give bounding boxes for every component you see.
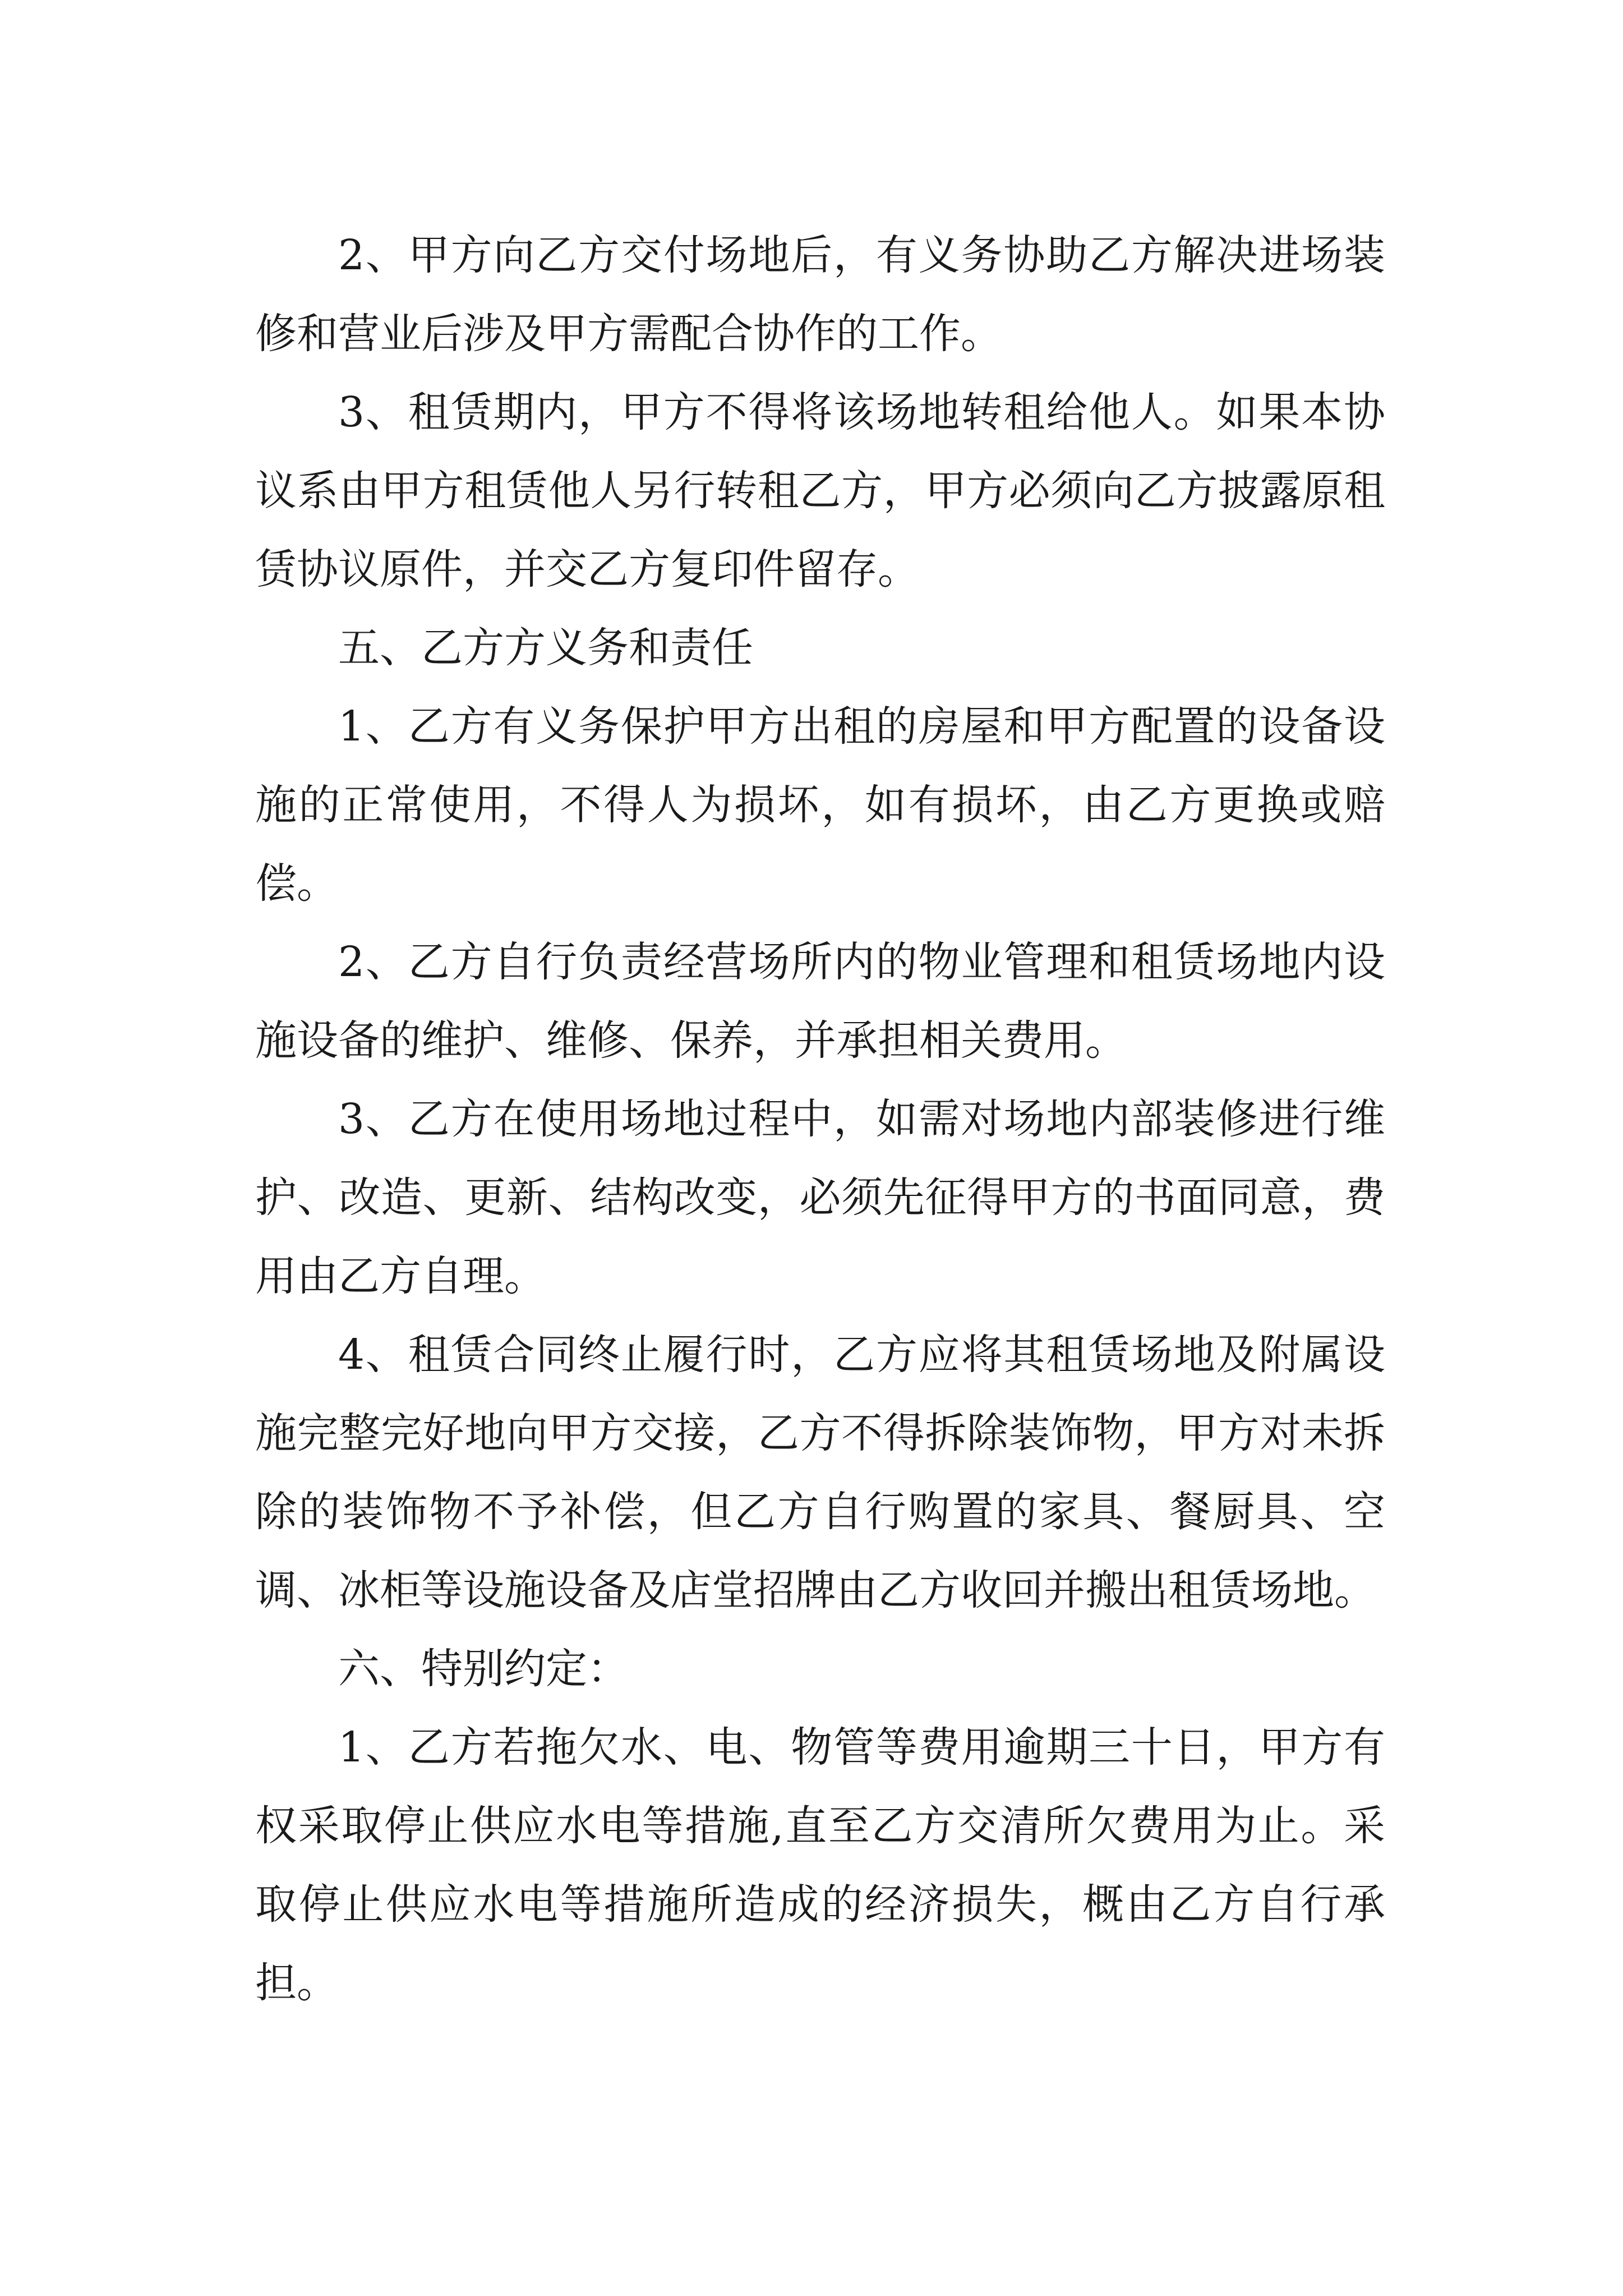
section-heading-5: 五、乙方方义务和责任: [338, 624, 753, 672]
clause-4-2: 2、甲方向乙方交付场地后，有义务协助乙方解决进场装修和营业后涉及甲方需配合协作的工作。: [255, 231, 1385, 358]
clause-5-3: 3、乙方在使用场地过程中，如需对场地内部装修进行维护、改造、更新、结构改变，必须先征得甲方的书面同意，费用由乙方自理。: [255, 1095, 1385, 1300]
clause-5-1: 1、乙方有义务保护甲方出租的房屋和甲方配置的设备设施的正常使用，不得人为损坏，如有损坏，由乙方更换或赔偿。: [255, 702, 1385, 908]
document-page: [255, 216, 1385, 2022]
clause-5-2: 2、乙方自行负责经营场所内的物业管理和租赁场地内设施设备的维护、维修、保养，并承担相关费用。: [255, 938, 1385, 1065]
clause-5-4: 4、租赁合同终止履行时，乙方应将其租赁场地及附属设施完整完好地向甲方交接，乙方不得拆除装饰物，甲方对未拆除的装饰物不予补偿，但乙方自行购置的家具、餐厨具、空调、冰柜等设施设备及店堂招牌由乙方收回并搬出租赁场地。: [255, 1331, 1385, 1614]
clause-4-3: 3、租赁期内，甲方不得将该场地转租给他人。如果本协议系由甲方租赁他人另行转租乙方，甲方必须向乙方披露原租赁协议原件，并交乙方复印件留存。: [255, 388, 1385, 593]
section-heading-6: 六、特别约定：: [338, 1645, 629, 1693]
clause-6-1: 1、乙方若拖欠水、电、物管等费用逾期三十日，甲方有权采取停止供应水电等措施,直至乙方交清所欠费用为止。采取停止供应水电等措施所造成的经济损失，概由乙方自行承担。: [255, 1723, 1385, 2007]
